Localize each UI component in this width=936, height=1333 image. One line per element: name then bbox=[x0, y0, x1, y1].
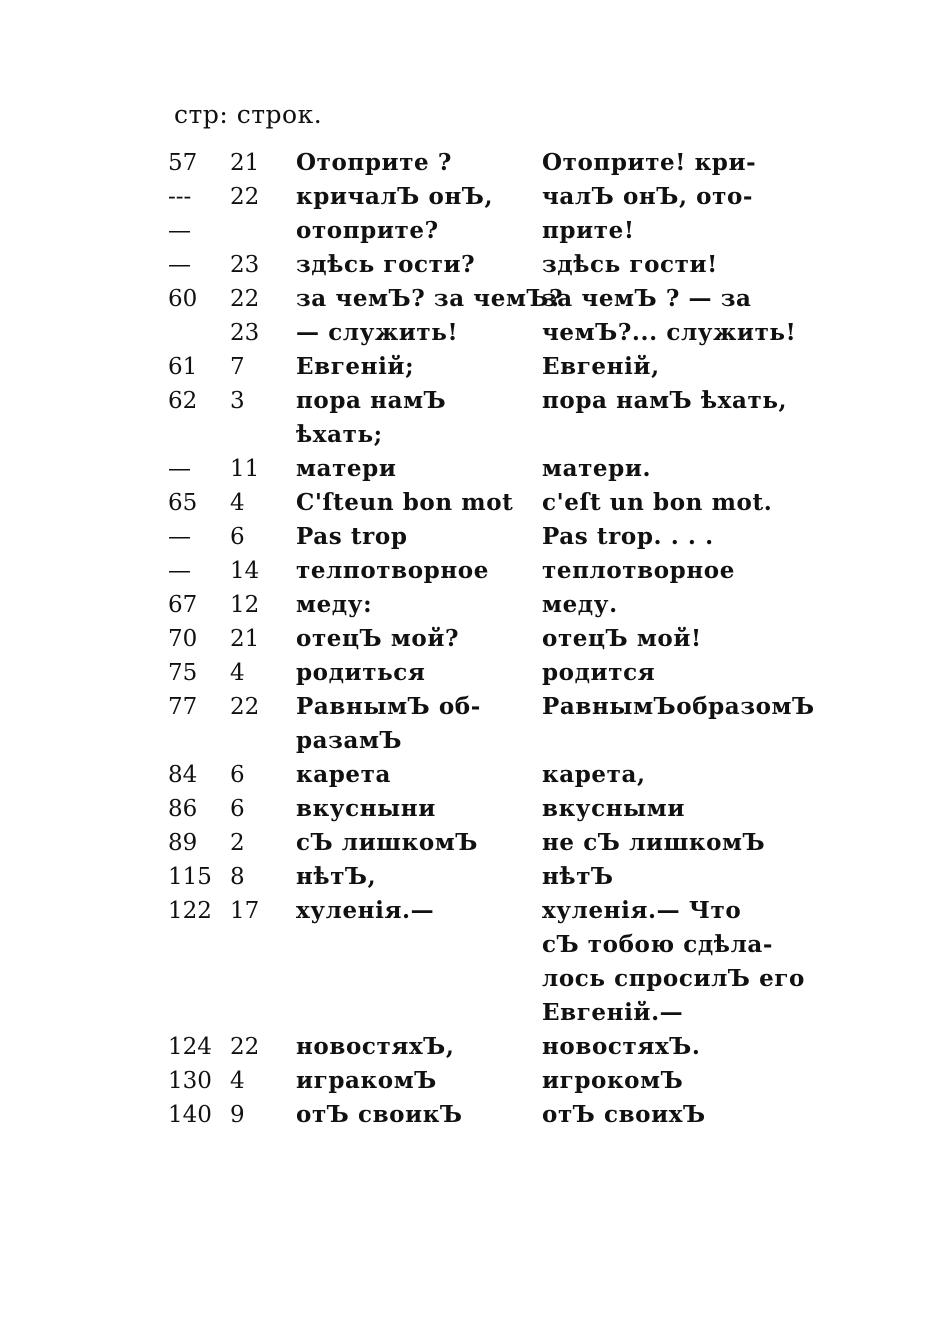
line-number: 14 bbox=[230, 558, 260, 584]
errata-row bbox=[166, 622, 806, 656]
page-number: 62 bbox=[168, 388, 198, 414]
printed-text bbox=[296, 1064, 536, 1098]
corrected-text-line: матери. bbox=[542, 455, 652, 482]
printed-text-line: меду: bbox=[296, 591, 373, 618]
line-number: 22 bbox=[230, 694, 260, 720]
printed-text-line: здѣсь гости? bbox=[296, 251, 476, 278]
printed-text-line: кричалЪ онЪ, bbox=[296, 183, 494, 210]
errata-row bbox=[166, 826, 806, 860]
corrected-text-line: c'eſt un bon mot. bbox=[542, 489, 773, 516]
errata-row bbox=[166, 214, 806, 248]
printed-text bbox=[296, 758, 536, 792]
page-number: 60 bbox=[168, 286, 198, 312]
page-number: 122 bbox=[168, 898, 212, 924]
line-number: 22 bbox=[230, 184, 260, 210]
line-number: 21 bbox=[230, 626, 260, 652]
line-number: 23 bbox=[230, 252, 260, 278]
printed-text-line: разамЪ bbox=[296, 727, 403, 754]
page-number: 75 bbox=[168, 660, 198, 686]
printed-text-line: Pas trop bbox=[296, 523, 408, 550]
line-number: 6 bbox=[230, 762, 245, 788]
corrected-text-line: отЪ своихЪ bbox=[542, 1101, 706, 1128]
corrected-text-line: игрокомЪ bbox=[542, 1067, 684, 1094]
corrected-text-line: сЪ тобою сдѣла- bbox=[542, 931, 774, 958]
page-number: — bbox=[168, 252, 191, 278]
line-number: 8 bbox=[230, 864, 245, 890]
printed-text-line: нѣтЪ, bbox=[296, 863, 377, 890]
corrected-text bbox=[542, 384, 802, 418]
corrected-text bbox=[542, 826, 802, 860]
printed-text bbox=[296, 1098, 536, 1132]
printed-text-line: — служить! bbox=[296, 319, 459, 346]
page-number: — bbox=[168, 524, 191, 550]
printed-text-line: отЪ своикЪ bbox=[296, 1101, 463, 1128]
printed-text bbox=[296, 554, 536, 588]
printed-text-line: сЪ лишкомЪ bbox=[296, 829, 478, 856]
page-number: 86 bbox=[168, 796, 198, 822]
printed-text bbox=[296, 656, 536, 690]
page-number: 57 bbox=[168, 150, 198, 176]
corrected-text bbox=[542, 656, 802, 690]
corrected-text bbox=[542, 486, 802, 520]
corrected-text-line: Отоприте! кри- bbox=[542, 149, 757, 176]
corrected-text bbox=[542, 282, 802, 316]
errata-row bbox=[166, 1064, 806, 1098]
errata-row bbox=[166, 588, 806, 622]
printed-text-line: новостяхЪ, bbox=[296, 1033, 455, 1060]
printed-text-line: родиться bbox=[296, 659, 426, 686]
corrected-text bbox=[542, 1098, 802, 1132]
errata-table bbox=[166, 146, 815, 1132]
corrected-text-line: вкусными bbox=[542, 795, 686, 822]
corrected-text-line: теплотворное bbox=[542, 557, 735, 584]
errata-row bbox=[166, 180, 806, 214]
errata-header: стр: строк. bbox=[174, 100, 323, 129]
page-number: 67 bbox=[168, 592, 198, 618]
line-number: 4 bbox=[230, 660, 245, 686]
errata-row bbox=[166, 894, 806, 1030]
page-number: 124 bbox=[168, 1034, 212, 1060]
printed-text-line: РавнымЪ об- bbox=[296, 693, 481, 720]
printed-text-line: отоприте? bbox=[296, 217, 439, 244]
printed-text bbox=[296, 1030, 536, 1064]
errata-row bbox=[166, 758, 806, 792]
corrected-text bbox=[542, 1030, 802, 1064]
corrected-text bbox=[542, 554, 802, 588]
printed-text-line: C'ſteun bon mot bbox=[296, 489, 514, 516]
page-number: 77 bbox=[168, 694, 198, 720]
line-number: 22 bbox=[230, 1034, 260, 1060]
line-number: 2 bbox=[230, 830, 245, 856]
line-number: 3 bbox=[230, 388, 245, 414]
errata-row bbox=[166, 350, 806, 384]
line-number: 12 bbox=[230, 592, 260, 618]
line-number: 22 bbox=[230, 286, 260, 312]
printed-text-line: игракомЪ bbox=[296, 1067, 437, 1094]
line-number: 7 bbox=[230, 354, 245, 380]
corrected-text bbox=[542, 520, 802, 554]
line-number: 17 bbox=[230, 898, 260, 924]
printed-text bbox=[296, 452, 536, 486]
errata-row bbox=[166, 520, 806, 554]
errata-row bbox=[166, 146, 806, 180]
printed-text-line: карета bbox=[296, 761, 391, 788]
printed-text bbox=[296, 316, 536, 350]
line-number: 4 bbox=[230, 1068, 245, 1094]
printed-text bbox=[296, 792, 536, 826]
corrected-text-line: лось спросилЪ его bbox=[542, 965, 805, 992]
page-number: — bbox=[168, 218, 191, 244]
printed-text bbox=[296, 826, 536, 860]
errata-row bbox=[166, 384, 806, 452]
printed-text-line: матери bbox=[296, 455, 397, 482]
corrected-text-line: за чемЪ ? — за bbox=[542, 285, 752, 312]
corrected-text bbox=[542, 350, 802, 384]
errata-row bbox=[166, 656, 806, 690]
page-number: — bbox=[168, 456, 191, 482]
corrected-text bbox=[542, 452, 802, 486]
printed-text bbox=[296, 248, 536, 282]
printed-text bbox=[296, 384, 536, 452]
printed-text bbox=[296, 486, 536, 520]
corrected-text-line: карета, bbox=[542, 761, 646, 788]
corrected-text-line: нѣтЪ bbox=[542, 863, 614, 890]
page-number: 65 bbox=[168, 490, 198, 516]
printed-text bbox=[296, 146, 536, 180]
printed-text-line: вкусныни bbox=[296, 795, 436, 822]
page-number: 70 bbox=[168, 626, 198, 652]
page-number: 89 bbox=[168, 830, 198, 856]
errata-row bbox=[166, 452, 806, 486]
printed-text bbox=[296, 894, 536, 928]
printed-text-line: Евгеній; bbox=[296, 353, 415, 380]
errata-row bbox=[166, 860, 806, 894]
corrected-text bbox=[542, 792, 802, 826]
line-number: 6 bbox=[230, 524, 245, 550]
errata-row bbox=[166, 1030, 806, 1064]
page-number: 140 bbox=[168, 1102, 212, 1128]
page-number: 61 bbox=[168, 354, 198, 380]
corrected-text-line: прите! bbox=[542, 217, 635, 244]
errata-row bbox=[166, 792, 806, 826]
corrected-text-line: родится bbox=[542, 659, 656, 686]
errata-row bbox=[166, 486, 806, 520]
errata-row bbox=[166, 282, 806, 316]
line-number: 21 bbox=[230, 150, 260, 176]
printed-text bbox=[296, 690, 536, 758]
corrected-text-line: пора намЪ ѣхать, bbox=[542, 387, 788, 414]
corrected-text-line: не сЪ лишкомЪ bbox=[542, 829, 766, 856]
printed-text-line: пора намЪ bbox=[296, 387, 447, 414]
corrected-text bbox=[542, 860, 802, 894]
printed-text-line: за чемЪ? за чемЪ? bbox=[296, 285, 564, 312]
line-number: 9 bbox=[230, 1102, 245, 1128]
corrected-text bbox=[542, 894, 805, 1030]
printed-text bbox=[296, 520, 536, 554]
printed-text-line: телпотворное bbox=[296, 557, 489, 584]
printed-text bbox=[296, 350, 536, 384]
printed-text bbox=[296, 588, 536, 622]
page-number: 84 bbox=[168, 762, 198, 788]
line-number: 4 bbox=[230, 490, 245, 516]
printed-text bbox=[296, 180, 536, 214]
corrected-text-line: здѣсь гости! bbox=[542, 251, 718, 278]
printed-text bbox=[296, 214, 536, 248]
corrected-text-line: новостяхЪ. bbox=[542, 1033, 701, 1060]
corrected-text bbox=[542, 316, 802, 350]
corrected-text bbox=[542, 146, 802, 180]
corrected-text bbox=[542, 588, 802, 622]
errata-row bbox=[166, 316, 806, 350]
line-number: 11 bbox=[230, 456, 260, 482]
corrected-text-line: Евгеній, bbox=[542, 353, 660, 380]
page-number: 115 bbox=[168, 864, 212, 890]
page-number: — bbox=[168, 558, 191, 584]
page-number: --- bbox=[168, 184, 192, 210]
line-number: 23 bbox=[230, 320, 260, 346]
corrected-text bbox=[542, 1064, 802, 1098]
corrected-text bbox=[542, 248, 802, 282]
corrected-text-line: Евгеній.— bbox=[542, 999, 684, 1026]
printed-text-line: хуленія.— bbox=[296, 897, 435, 924]
corrected-text-line: меду. bbox=[542, 591, 618, 618]
line-number: 6 bbox=[230, 796, 245, 822]
errata-row bbox=[166, 248, 806, 282]
printed-text bbox=[296, 622, 536, 656]
printed-text-line: Отоприте ? bbox=[296, 149, 452, 176]
printed-text-line: отецЪ мой? bbox=[296, 625, 460, 652]
corrected-text bbox=[542, 758, 802, 792]
errata-row bbox=[166, 1098, 806, 1132]
corrected-text bbox=[542, 622, 802, 656]
corrected-text-line: чалЪ онЪ, ото- bbox=[542, 183, 754, 210]
errata-row bbox=[166, 554, 806, 588]
corrected-text-line: Pas trop. . . . bbox=[542, 523, 714, 550]
corrected-text bbox=[542, 180, 802, 214]
printed-text bbox=[296, 282, 564, 316]
printed-text bbox=[296, 860, 536, 894]
page-number: 130 bbox=[168, 1068, 212, 1094]
corrected-text-line: РавнымЪобразомЪ bbox=[542, 693, 815, 720]
errata-row bbox=[166, 690, 815, 758]
corrected-text-line: хуленія.— Что bbox=[542, 897, 742, 924]
corrected-text bbox=[542, 690, 815, 724]
corrected-text bbox=[542, 214, 802, 248]
corrected-text-line: чемЪ?... служить! bbox=[542, 319, 797, 346]
corrected-text-line: отецЪ мой! bbox=[542, 625, 702, 652]
printed-text-line: ѣхать; bbox=[296, 421, 383, 448]
